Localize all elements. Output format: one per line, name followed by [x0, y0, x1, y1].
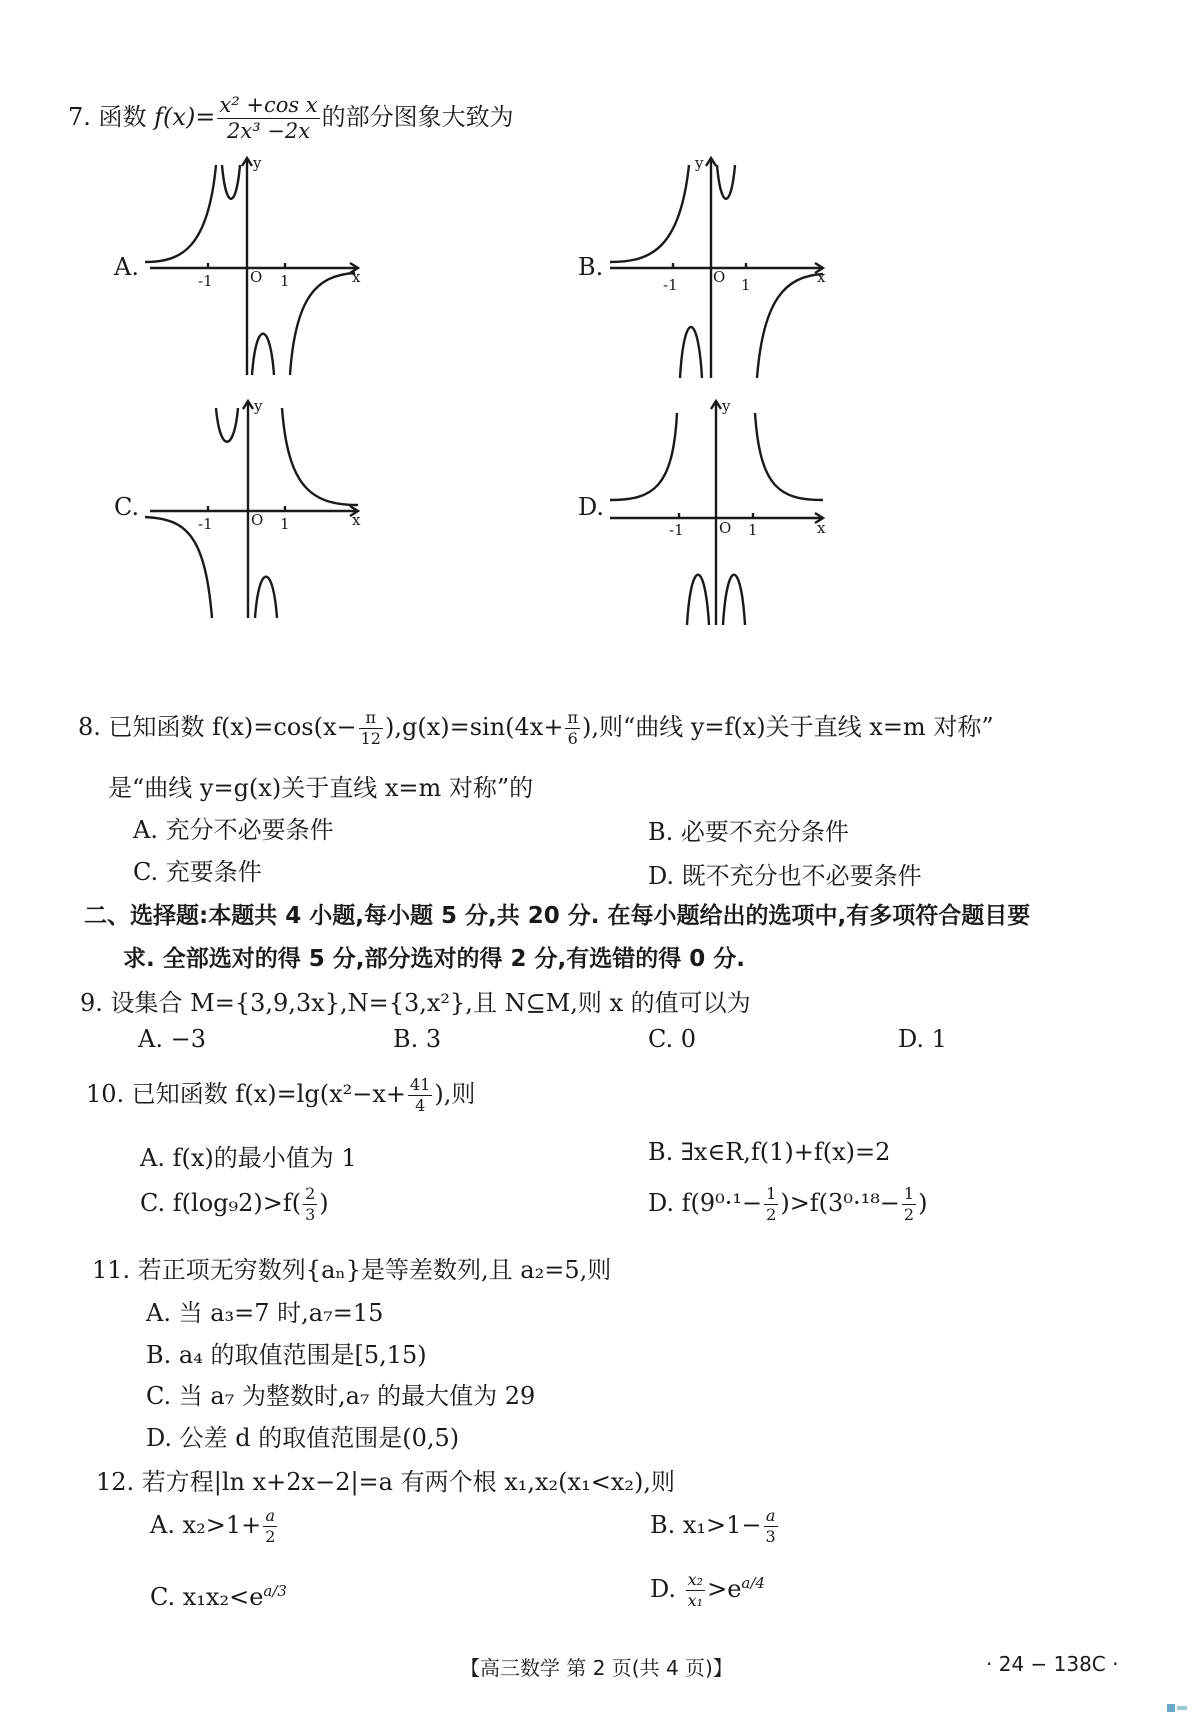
- q12-c-text: C. x₁x₂<e: [150, 1583, 264, 1611]
- q7-numerator: x² +cos x: [219, 93, 318, 117]
- x-label: x: [817, 268, 826, 286]
- q10-text-a: 10. 已知函数 f(x)=lg(x²−x+: [86, 1080, 406, 1108]
- q7-option-c-label: C.: [114, 493, 140, 521]
- q10-d-frac1: [764, 1186, 778, 1223]
- q11-option-c: C. 当 a₇ 为整数时,a₇ 的最大值为 29: [146, 1382, 536, 1410]
- q7-fx: f(x)=: [154, 103, 216, 131]
- section2-line2: 求. 全部选对的得 5 分,部分选对的得 2 分,有选错的得 0 分.: [123, 946, 746, 972]
- q10-option-a: A. f(x)的最小值为 1: [140, 1144, 357, 1172]
- q11-option-d: D. 公差 d 的取值范围是(0,5): [146, 1424, 460, 1452]
- q10-d-num1: 1: [766, 1184, 777, 1203]
- plus-one-label: 1: [741, 276, 751, 294]
- q10-d-den2: 2: [903, 1205, 915, 1224]
- q12-c-exponent: a/3: [263, 1582, 287, 1600]
- q7-option-a-label: A.: [114, 253, 139, 281]
- curve-bump: [222, 165, 240, 199]
- q8-pi1-num: π: [359, 710, 383, 729]
- q12-b-text: B. x₁>1−: [650, 1511, 762, 1539]
- curve-left: [610, 165, 689, 262]
- q12-stem: 12. 若方程|ln x+2x−2|=a 有两个根 x₁,x₂(x₁<x₂),则: [96, 1468, 675, 1496]
- q11-stem: 11. 若正项无穷数列{aₙ}是等差数列,且 a₂=5,则: [92, 1256, 612, 1284]
- q12-d-exponent: a/4: [741, 1574, 765, 1592]
- curve-bump: [216, 408, 238, 442]
- q10-d-frac2: [902, 1186, 916, 1223]
- minus-one-label: -1: [669, 521, 684, 539]
- q12-d-frac: [686, 1572, 705, 1609]
- q10-c-frac: [303, 1186, 317, 1223]
- q12-b-den: 3: [765, 1527, 776, 1546]
- origin-label: O: [713, 268, 726, 286]
- curve-right: [290, 273, 355, 375]
- q10-option-d: [648, 1186, 927, 1223]
- q11-option-b: B. a₄ 的取值范围是[5,15): [146, 1341, 427, 1369]
- q12-b-num: a: [764, 1508, 778, 1527]
- q12-d-text: >e: [707, 1575, 742, 1603]
- curve-right: [757, 274, 823, 378]
- q12-a-text: A. x₂>1+: [150, 1511, 262, 1539]
- q8-text-c: ),则“曲线 y=f(x)关于直线 x=m 对称”: [581, 713, 994, 741]
- q7-stem: [68, 95, 514, 142]
- q11-option-a: A. 当 a₃=7 时,a₇=15: [146, 1299, 384, 1327]
- q9-option-b: B. 3: [393, 1025, 442, 1053]
- plus-one-label: 1: [280, 272, 290, 290]
- q10-d-text-b: ): [918, 1189, 928, 1217]
- curve-bump-right: [717, 165, 735, 199]
- x-label: x: [817, 519, 826, 537]
- q10-option-c: [140, 1186, 329, 1223]
- q7-prefix: 7. 函数: [68, 103, 155, 131]
- curve-dip: [252, 334, 274, 375]
- origin-label: O: [250, 268, 263, 286]
- q10-c-text-a: C. f(log₉2)>f(: [140, 1189, 302, 1217]
- curve-right: [755, 413, 823, 500]
- q8-option-b: B. 必要不充分条件: [648, 818, 849, 846]
- curve-dip: [255, 577, 277, 618]
- y-label: y: [722, 397, 731, 415]
- q10-option-b: B. ∃x∈R,f(1)+f(x)=2: [648, 1138, 891, 1166]
- q12-d-num: x₂: [687, 1570, 704, 1589]
- q8-pi2-num: π: [567, 708, 578, 727]
- q9-option-d: D. 1: [898, 1025, 947, 1053]
- q8-option-a: A. 充分不必要条件: [133, 816, 334, 844]
- q12-b-frac: [764, 1508, 778, 1545]
- curve-left: [145, 165, 216, 262]
- curve-dip-left: [680, 327, 702, 378]
- y-label: y: [695, 154, 704, 172]
- q12-option-d: [650, 1572, 765, 1609]
- watermark-logo-icon: [1166, 1701, 1188, 1717]
- q7-option-d-label: D.: [578, 493, 605, 521]
- q12-option-a: [150, 1508, 279, 1545]
- q8-text-b: ),g(x)=sin(4x+: [384, 713, 564, 741]
- q10-stem: [86, 1077, 475, 1114]
- origin-label: O: [251, 511, 264, 529]
- curve-right: [282, 408, 358, 505]
- page-footer: 【高三数学 第 2 页(共 4 页)】: [460, 1656, 733, 1680]
- y-label: y: [253, 154, 262, 172]
- q8-pi-12: [359, 710, 383, 747]
- q7-graph-a: [140, 150, 370, 380]
- curve-dip-left: [687, 575, 709, 625]
- curve-dip-right: [723, 575, 745, 625]
- q10-d-text-a: D. f(9⁰·¹−: [648, 1189, 763, 1217]
- q9-option-a: A. −3: [138, 1025, 206, 1053]
- q9-stem: 9. 设集合 M={3,9,3x},N={3,x²},且 N⊆M,则 x 的值可以为: [80, 989, 751, 1017]
- curve-left: [610, 413, 677, 500]
- q12-a-frac: [263, 1508, 277, 1545]
- q10-c-den: 3: [305, 1205, 316, 1224]
- q8-option-d: D. 既不充分也不必要条件: [648, 862, 922, 890]
- q10-d-text-mid: )>f(3⁰·¹⁸−: [780, 1189, 900, 1217]
- q8-pi-6: [565, 710, 580, 747]
- q7-graph-d: [605, 393, 835, 633]
- q8-pi1-den: 12: [360, 729, 381, 748]
- q7-option-b-label: B.: [578, 253, 604, 281]
- q7-denominator: 2x³ −2x: [226, 119, 311, 143]
- q10-d-num2: 1: [903, 1184, 915, 1203]
- q7-graph-b: [605, 150, 835, 380]
- q8-option-c: C. 充要条件: [133, 858, 262, 886]
- q8-line1: [78, 710, 994, 747]
- q10-c-num: 2: [305, 1184, 316, 1203]
- q8-pi2-den: 6: [567, 729, 578, 748]
- q10-frac-num: 41: [410, 1075, 431, 1094]
- plus-one-label: 1: [748, 521, 758, 539]
- q12-a-den: 2: [265, 1527, 276, 1546]
- q8-text-a: 8. 已知函数 f(x)=cos(x−: [78, 713, 357, 741]
- q9-option-c: C. 0: [648, 1025, 697, 1053]
- q7-suffix: 的部分图象大致为: [321, 103, 514, 131]
- q12-option-c: [150, 1582, 287, 1611]
- origin-label: O: [719, 519, 732, 537]
- page-code: · 24 − 138C ·: [986, 1652, 1119, 1676]
- q10-text-b: ),则: [434, 1080, 476, 1108]
- q7-fraction: [217, 95, 319, 142]
- plus-one-label: 1: [280, 515, 290, 533]
- q10-d-den1: 2: [766, 1205, 777, 1224]
- minus-one-label: -1: [198, 515, 213, 533]
- x-label: x: [352, 511, 361, 529]
- q7-graph-c: [140, 393, 370, 623]
- minus-one-label: -1: [198, 272, 213, 290]
- q12-d-label: D.: [650, 1575, 684, 1603]
- minus-one-label: -1: [663, 276, 678, 294]
- q12-option-b: [650, 1508, 780, 1545]
- y-label: y: [254, 397, 263, 415]
- x-label: x: [352, 268, 361, 286]
- q10-frac-den: 4: [415, 1096, 426, 1115]
- q10-c-text-b: ): [319, 1189, 329, 1217]
- q12-d-den: x₁: [687, 1591, 704, 1610]
- q8-line2: 是“曲线 y=g(x)关于直线 x=m 对称”的: [108, 774, 534, 802]
- q10-frac: [408, 1077, 432, 1114]
- q12-a-num: a: [263, 1508, 277, 1527]
- section2-line1: 二、选择题:本题共 4 小题,每小题 5 分,共 20 分. 在每小题给出的选项中,有多项符合题目要: [84, 903, 1031, 929]
